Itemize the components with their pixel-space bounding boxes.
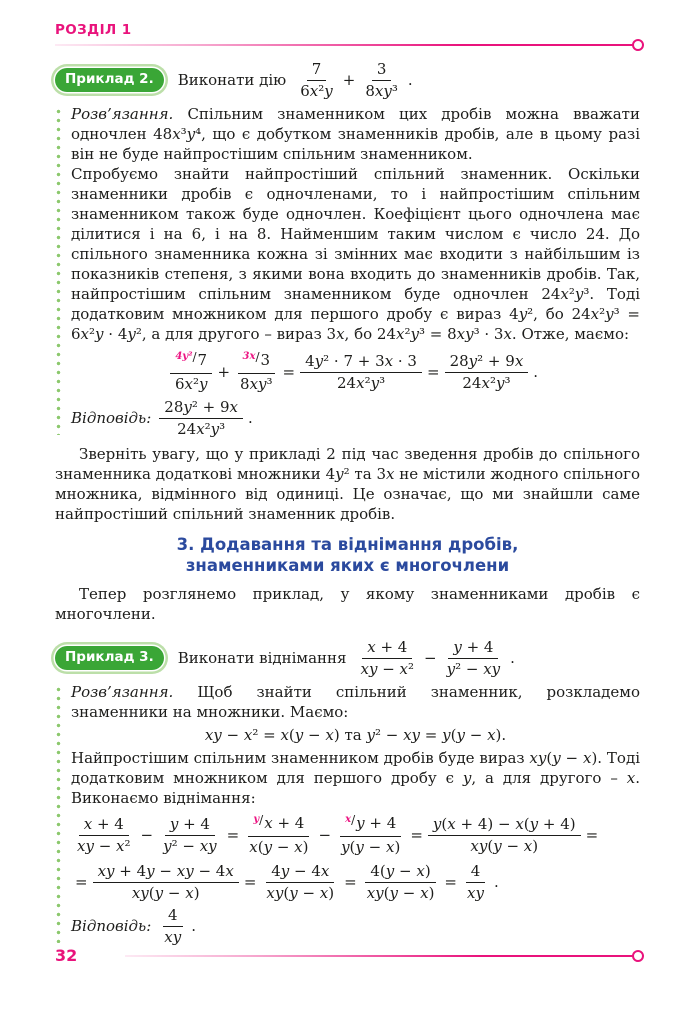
example-2-task xyxy=(178,60,417,100)
solution-lead-label: Розв’язання. xyxy=(71,105,174,123)
header-rule xyxy=(55,43,640,46)
header-rule-bar xyxy=(55,44,634,46)
example-3-answer-equation: $\frac{4}{xy}$ . xyxy=(164,906,196,946)
example-2-task-text: Виконати дію xyxy=(177,71,287,89)
example-3-head xyxy=(55,638,640,678)
chapter-label: РОЗДІЛ 1 xyxy=(55,22,132,38)
example-3-task-equation: $\frac{x + 4}{\text{xy − x²}}$ − $\frac{y + 4}{\text{y² − xy}}$ . xyxy=(360,638,515,678)
footer-rule-bar xyxy=(125,955,634,957)
solution-paragraph: Спробуємо знайти найпростіший спільний знаменник. Оскільки знаменники дробів є одночленами, то і найпростішим спільним знаменником також буде одночлен. Коефіцієнт цього одночлена має ділитися і на 6, і на 8. Найменшим таким числом є число 24. До спільного знаменника кожна зі змінних має входити з найбільшим із показників степеня, з якими вона входить до знаменників дробів. Так, найпростішим спільним знаменником буде одночлен 24x²y³. Тоді додатковим множником для першого дробу є вираз 4y², бо 24x²y³ = 6x²y · 4y², а для другого – вираз 3x, бо 24x²y³ = 8xy³ · 3x. Отже, маємо: xyxy=(71,165,641,343)
page-number: 32 xyxy=(55,946,78,965)
note-paragraph: Зверніть увагу, що у прикладі 2 під час зведення дробів до спільного знаменника додаткові множники 4y² та 3x не містили жодного спільного множника, відмінного від одиниці. Це означає, що ми знайшли саме найпростіший спільний знаменник дробів. xyxy=(55,445,640,523)
example-3-task xyxy=(178,638,519,678)
answer-label: Відповідь: xyxy=(71,409,152,427)
example-3-solution xyxy=(55,682,640,946)
answer-label: Відповідь: xyxy=(71,917,152,935)
section-heading-line2: знаменниками яких є многочлени xyxy=(185,556,510,575)
example-3-answer xyxy=(71,906,640,946)
solution-text: Щоб знайти спільний знаменник, розкладемо знаменники на множники. Маємо: xyxy=(71,683,640,721)
footer-rule-ring-icon xyxy=(632,950,644,962)
solution-paragraph xyxy=(71,682,640,722)
example-2-answer xyxy=(71,398,640,438)
example-3-badge: Приклад 3. xyxy=(55,646,164,671)
page-footer xyxy=(55,946,640,965)
example-3-equation-line2: = $\frac{xy + 4y - xy - 4x}{xy(y - x)}$ = $\frac{4y - 4x}{xy(y - x)}$ = $\frac{4(y - x)}{xy(y - x)}$ = $\frac{4}{xy}$ . xyxy=(75,862,499,902)
solution-text: Спільним знаменником цих дробів можна вважати одночлен 48x³y⁴, що є добутком знаменників дробів, але в цьому разі він не буде найпростішим спільним знаменником. xyxy=(71,105,640,163)
example-2-display-equation: $\frac{^{4y^2/}7}{\text{6x²y}}$ + $\frac{^{3x/}3}{\text{8xy³}}$ = $\frac{\text{4y² · 7 + 3x · 3}}{\text{24x²y³}}$ = $\frac{\text{28y² + 9x}}{\text{24x²y³}}$ . xyxy=(71,351,640,393)
factored-equation-line: xy − x² = x(y − x) та y² − xy = y(y − x). xyxy=(204,726,507,744)
intro-paragraph: Тепер розглянемо приклад, у якому знаменниками дробів є многочлени. xyxy=(55,585,640,623)
solution-paragraph: Найпростішим спільним знаменником дробів буде вираз xy(y − x). Тоді додатковим множником для першого дробу є y, а для другого – x. Виконаємо віднімання: xyxy=(71,749,640,807)
example-2-solution xyxy=(55,104,640,438)
example-3-task-text: Виконати віднімання xyxy=(177,649,347,667)
footer-rule xyxy=(125,954,640,957)
example-2-head xyxy=(55,60,640,100)
example-2-badge: Приклад 2. xyxy=(55,68,164,93)
section-heading-line1: 3. Додавання та віднімання дробів, xyxy=(176,535,519,554)
section-heading xyxy=(55,534,640,576)
example-2-task-equation: $\frac{7}{\text{6x²y}}$ + $\frac{3}{\text{8xy³}}$ . xyxy=(300,60,413,100)
example-3-equation-line1: $\frac{x + 4}{\text{xy − x²}}$ − $\frac{y + 4}{\text{y² − xy}}$ = $\frac{^{y/}x + 4}{x(y - x)}$ − $\frac{^{x/}y + 4}{y(y - x)}$ = $\frac{y(x + 4) - x(y + 4)}{xy(y - x)}$ = xyxy=(77,813,599,856)
solution-paragraph xyxy=(71,104,640,164)
header-rule-ring-icon xyxy=(632,39,644,51)
solution-lead-label: Розв’язання. xyxy=(71,683,174,701)
example-2-answer-equation: $\frac{\text{28y² + 9x}}{\text{24x²y³}}$ . xyxy=(158,398,257,438)
